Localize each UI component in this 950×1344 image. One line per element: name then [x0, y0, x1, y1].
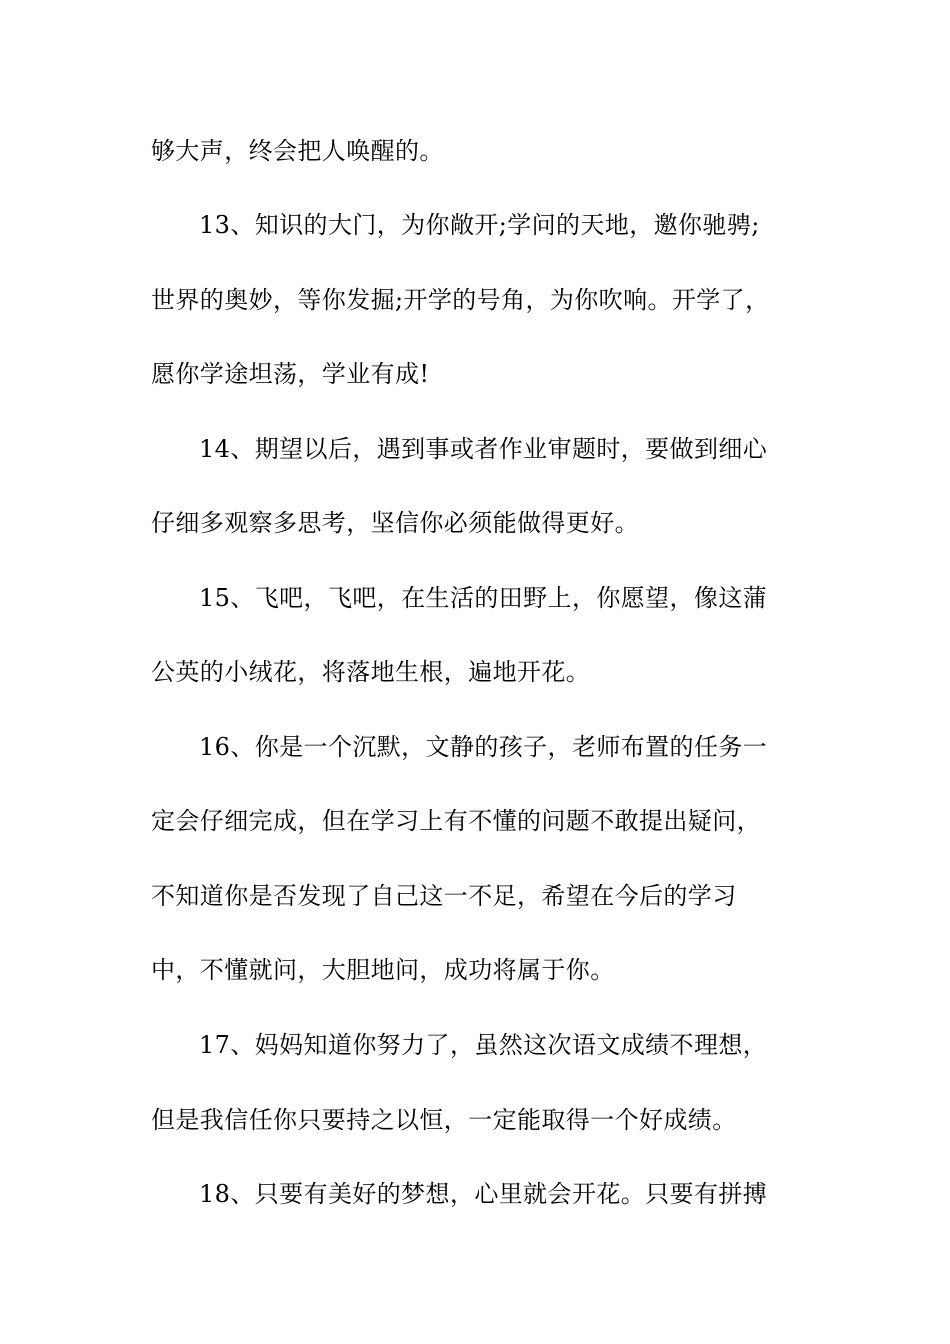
text-line: 仔细多观察多思考，坚信你必须能做得更好。: [151, 509, 639, 537]
text-line: 17、妈妈知道你努力了，虽然这次语文成绩不理想，: [199, 1031, 768, 1059]
text-line: 13、知识的大门，为你敞开;学问的天地，邀你驰骋;: [199, 211, 760, 239]
text-line: 世界的奥妙，等你发掘;开学的号角，为你吹响。开学了，: [151, 286, 770, 314]
text-line: 但是我信任你只要持之以恒，一定能取得一个好成绩。: [151, 1106, 737, 1134]
text-line: 15、飞吧，飞吧，在生活的田野上，你愿望，像这蒲: [199, 584, 768, 612]
text-line: 定会仔细完成，但在学习上有不懂的问题不敢提出疑问，: [151, 807, 761, 835]
text-line: 不知道你是否发现了自己这一不足，希望在今后的学习: [151, 882, 737, 910]
text-line: 公英的小绒花，将落地生根，遍地开花。: [151, 658, 591, 686]
text-line: 愿你学途坦荡，学业有成!: [151, 360, 430, 388]
text-line: 中，不懂就问，大胆地问，成功将属于你。: [151, 956, 615, 984]
text-line: 16、你是一个沉默，文静的孩子，老师布置的任务一: [199, 733, 768, 761]
text-line: 18、只要有美好的梦想，心里就会开花。只要有拼搏: [199, 1180, 768, 1208]
text-line: 14、期望以后，遇到事或者作业审题时，要做到细心: [199, 435, 768, 463]
text-line: 够大声，终会把人唤醒的。: [151, 137, 444, 165]
